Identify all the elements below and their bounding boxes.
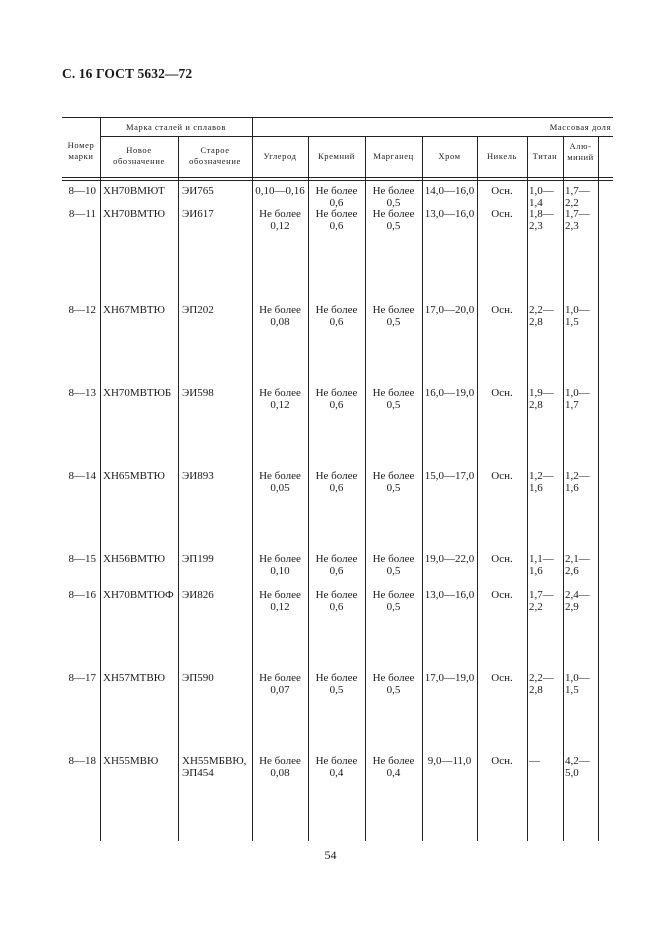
cell-carbon — [252, 672, 308, 696]
cell-number: 8—13 — [68, 387, 96, 399]
cell-carbon-line: 0,12 — [270, 220, 290, 232]
cell-aluminum-line: 5,0 — [565, 767, 579, 779]
cell-new-designation: ХН65МВТЮ — [103, 470, 165, 482]
cell-aluminum — [565, 208, 598, 232]
cell-aluminum — [565, 589, 598, 613]
cell-silicon-line: Не более — [315, 755, 358, 767]
cell-old-designation — [182, 553, 254, 565]
cell-silicon-line: 0,6 — [329, 482, 344, 494]
cell-carbon-line: Не более — [259, 208, 301, 220]
cell-titanium-line: 2,2— — [529, 672, 554, 684]
cell-titanium-line: 1,4 — [529, 197, 543, 209]
header-aluminum: Алю- миний — [567, 141, 594, 162]
cell-nickel: Осн. — [491, 304, 513, 316]
cell-titanium-line: 1,7— — [529, 589, 554, 601]
cell-manganese — [365, 553, 422, 577]
cell-carbon-line: Не более — [259, 304, 301, 316]
cell-silicon — [308, 672, 365, 696]
cell-nickel: Осн. — [491, 470, 513, 482]
col-divider-number — [100, 117, 101, 841]
cell-carbon-line: 0,10—0,16 — [255, 185, 305, 197]
cell-new-designation: ХН70ВМТЮ — [103, 208, 166, 220]
cell-titanium — [529, 208, 563, 232]
header-nickel: Никель — [486, 151, 518, 161]
cell-chromium: 13,0—16,0 — [424, 208, 475, 220]
cell-manganese-line: Не более — [372, 672, 415, 684]
cell-nickel: Осн. — [491, 553, 513, 565]
cell-carbon — [252, 470, 308, 494]
cell-chromium: 9,0—11,0 — [427, 755, 472, 767]
cell-aluminum-line: 1,6 — [565, 482, 579, 494]
cell-manganese-line: Не более — [372, 387, 415, 399]
col-divider-new — [178, 136, 179, 841]
cell-old-designation — [182, 304, 254, 316]
cell-number: 8—17 — [68, 672, 96, 684]
cell-manganese-line: Не более — [372, 185, 415, 197]
cell-nickel: Осн. — [491, 755, 513, 767]
cell-silicon — [308, 755, 365, 779]
cell-new-designation: ХН67МВТЮ — [103, 304, 165, 316]
cell-aluminum-line: 1,5 — [565, 316, 579, 328]
cell-new-designation: ХН70МВТЮБ — [103, 387, 172, 399]
cell-aluminum — [565, 755, 598, 779]
cell-silicon — [308, 387, 365, 411]
cell-silicon-line: Не более — [315, 470, 358, 482]
cell-silicon-line: Не более — [315, 589, 358, 601]
cell-titanium — [529, 672, 563, 696]
cell-titanium-line: 1,9— — [529, 387, 554, 399]
cell-old-designation-line: ЭП199 — [182, 553, 214, 565]
cell-silicon — [308, 304, 365, 328]
col-divider-manganese — [422, 136, 423, 841]
header-manganese: Марганец — [373, 151, 414, 161]
cell-silicon-line: Не более — [315, 387, 358, 399]
cell-old-designation-line: ЭИ826 — [182, 589, 214, 601]
cell-old-designation — [182, 387, 254, 399]
cell-manganese-line: 0,5 — [386, 197, 401, 209]
cell-old-designation — [182, 470, 254, 482]
cell-aluminum-line: 2,6 — [565, 565, 579, 577]
cell-aluminum — [565, 304, 598, 328]
cell-titanium-line: 1,8— — [529, 208, 554, 220]
cell-nickel: Осн. — [491, 589, 513, 601]
header-silicon: Кремний — [318, 151, 355, 161]
cell-new-designation: ХН56ВМТЮ — [103, 553, 166, 565]
cell-chromium: 17,0—20,0 — [424, 304, 475, 316]
cell-silicon-line: Не более — [315, 185, 358, 197]
col-divider-titanium — [563, 136, 564, 841]
cell-old-designation — [182, 672, 254, 684]
cell-old-designation — [182, 208, 254, 220]
cell-carbon-line: Не более — [259, 755, 301, 767]
cell-aluminum — [565, 387, 598, 411]
cell-silicon-line: 0,6 — [329, 316, 344, 328]
cell-aluminum-line: 1,5 — [565, 684, 579, 696]
cell-aluminum-line: 2,4— — [565, 589, 590, 601]
cell-carbon — [252, 185, 308, 197]
cell-titanium-line: 1,2— — [529, 470, 554, 482]
header-subrule — [100, 136, 613, 137]
cell-manganese-line: 0,5 — [386, 601, 401, 613]
cell-carbon-line: 0,12 — [270, 399, 290, 411]
cell-carbon-line: 0,12 — [270, 601, 290, 613]
cell-number: 8—11 — [68, 208, 96, 220]
cell-silicon-line: 0,6 — [329, 601, 344, 613]
header-chromium: Хром — [438, 151, 461, 161]
cell-aluminum-line: 2,9 — [565, 601, 579, 613]
cell-nickel: Осн. — [491, 208, 513, 220]
cell-old-designation-line: ЭИ893 — [182, 470, 214, 482]
cell-aluminum-line: 1,7— — [565, 208, 590, 220]
cell-titanium-line: 2,3 — [529, 220, 543, 232]
cell-number: 8—16 — [68, 589, 96, 601]
page-number: 54 — [324, 848, 337, 862]
cell-carbon — [252, 387, 308, 411]
cell-titanium — [529, 553, 563, 577]
cell-old-designation — [182, 589, 254, 601]
cell-titanium — [529, 387, 563, 411]
cell-manganese — [365, 387, 422, 411]
cell-aluminum-line: 1,0— — [565, 672, 590, 684]
cell-number: 8—14 — [68, 470, 96, 482]
cell-silicon-line: 0,4 — [329, 767, 344, 779]
cell-silicon — [308, 470, 365, 494]
cell-aluminum-line: 2,2 — [565, 197, 579, 209]
cell-manganese — [365, 304, 422, 328]
cell-carbon — [252, 304, 308, 328]
cell-manganese — [365, 589, 422, 613]
cell-carbon-line: Не более — [259, 589, 301, 601]
header-bottom-rule-double — [62, 180, 613, 181]
cell-manganese-line: Не более — [372, 304, 415, 316]
cell-manganese-line: 0,5 — [386, 316, 401, 328]
cell-aluminum — [565, 553, 598, 577]
cell-aluminum — [565, 470, 598, 494]
header-carbon: Углерод — [263, 151, 297, 161]
cell-manganese — [365, 185, 422, 209]
cell-old-designation-line: ЭП454 — [182, 767, 214, 779]
cell-manganese-line: 0,5 — [386, 220, 401, 232]
cell-carbon-line: 0,10 — [270, 565, 290, 577]
cell-old-designation-line: ЭП590 — [182, 672, 214, 684]
cell-nickel: Осн. — [491, 672, 513, 684]
cell-silicon-line: 0,6 — [329, 399, 344, 411]
cell-titanium-line: 2,8 — [529, 316, 543, 328]
header-new-designation: Новое обозначение — [113, 145, 165, 166]
cell-titanium-line: 1,6 — [529, 565, 543, 577]
cell-titanium — [529, 470, 563, 494]
cell-carbon-line: 0,07 — [270, 684, 290, 696]
cell-silicon-line: Не более — [315, 304, 358, 316]
cell-manganese-line: Не более — [372, 470, 415, 482]
cell-manganese-line: 0,5 — [386, 684, 401, 696]
cell-chromium: 19,0—22,0 — [424, 553, 475, 565]
cell-manganese-line: Не более — [372, 208, 415, 220]
cell-aluminum-line: 2,1— — [565, 553, 590, 565]
cell-manganese-line: 0,4 — [386, 767, 401, 779]
cell-manganese-line: 0,5 — [386, 482, 401, 494]
header-old-designation: Старое обозначение — [189, 145, 241, 166]
cell-silicon-line: Не более — [315, 553, 358, 565]
cell-aluminum-line: 1,7— — [565, 185, 590, 197]
cell-titanium-line: 1,0— — [529, 185, 554, 197]
cell-aluminum-line: 1,2— — [565, 470, 590, 482]
cell-silicon — [308, 185, 365, 209]
cell-titanium-line: — — [529, 755, 540, 767]
cell-old-designation — [182, 185, 254, 197]
cell-silicon-line: Не более — [315, 208, 358, 220]
cell-manganese — [365, 208, 422, 232]
cell-manganese — [365, 755, 422, 779]
cell-titanium — [529, 589, 563, 613]
cell-carbon-line: Не более — [259, 672, 301, 684]
header-titanium: Титан — [532, 151, 558, 161]
header-bottom-rule — [62, 177, 613, 178]
cell-aluminum-line: 2,3 — [565, 220, 579, 232]
page-header: С. 16 ГОСТ 5632—72 — [62, 66, 193, 81]
cell-carbon — [252, 208, 308, 232]
cell-silicon — [308, 553, 365, 577]
header-mass-fraction: Массовая доля — [549, 122, 611, 132]
cell-titanium-line: 2,8 — [529, 684, 543, 696]
cell-number: 8—10 — [68, 185, 96, 197]
cell-titanium — [529, 304, 563, 328]
col-divider-nickel — [527, 136, 528, 841]
cell-aluminum-line: 4,2— — [565, 755, 590, 767]
cell-aluminum — [565, 672, 598, 696]
cell-old-designation-line: ЭП202 — [182, 304, 214, 316]
cell-aluminum-line: 1,7 — [565, 399, 579, 411]
cell-carbon-line: Не более — [259, 470, 301, 482]
cell-aluminum-line: 1,0— — [565, 304, 590, 316]
header-grade-group: Марка сталей и сплавов — [125, 122, 227, 132]
cell-carbon-line: 0,08 — [270, 316, 290, 328]
cell-manganese-line: 0,5 — [386, 399, 401, 411]
cell-number: 8—15 — [68, 553, 96, 565]
cell-carbon-line: 0,08 — [270, 767, 290, 779]
cell-silicon-line: 0,5 — [329, 684, 344, 696]
cell-number: 8—12 — [68, 304, 96, 316]
cell-titanium — [529, 185, 563, 209]
cell-number: 8—18 — [68, 755, 96, 767]
header-number: Номер марки — [67, 140, 95, 161]
cell-silicon-line: 0,6 — [329, 565, 344, 577]
cell-manganese-line: 0,5 — [386, 565, 401, 577]
cell-chromium: 13,0—16,0 — [424, 589, 475, 601]
cell-carbon-line: 0,05 — [270, 482, 290, 494]
cell-old-designation-line: ЭИ598 — [182, 387, 214, 399]
cell-new-designation: ХН55МВЮ — [103, 755, 159, 767]
cell-old-designation-line: ЭИ765 — [182, 185, 214, 197]
cell-nickel: Осн. — [491, 387, 513, 399]
cell-manganese — [365, 470, 422, 494]
cell-old-designation-line: ХН55МБВЮ, — [182, 755, 247, 767]
cell-aluminum — [565, 185, 598, 209]
cell-carbon-line: Не более — [259, 553, 301, 565]
cell-silicon-line: Не более — [315, 672, 358, 684]
cell-silicon — [308, 589, 365, 613]
cell-titanium-line: 2,2 — [529, 601, 543, 613]
cell-carbon — [252, 553, 308, 577]
cell-carbon — [252, 755, 308, 779]
cell-silicon-line: 0,6 — [329, 197, 344, 209]
cell-manganese-line: Не более — [372, 589, 415, 601]
cell-chromium: 17,0—19,0 — [424, 672, 475, 684]
cell-manganese-line: Не более — [372, 553, 415, 565]
cell-titanium-line: 2,8 — [529, 399, 543, 411]
cell-chromium: 14,0—16,0 — [424, 185, 475, 197]
cell-carbon — [252, 589, 308, 613]
cell-new-designation: ХН57МТВЮ — [103, 672, 166, 684]
cell-nickel: Осн. — [491, 185, 513, 197]
cell-silicon — [308, 208, 365, 232]
table-top-rule — [62, 117, 613, 118]
cell-aluminum-line: 1,0— — [565, 387, 590, 399]
cell-titanium — [529, 755, 563, 767]
cell-manganese — [365, 672, 422, 696]
col-divider-chromium — [477, 136, 478, 841]
col-divider-aluminum — [598, 136, 599, 841]
cell-silicon-line: 0,6 — [329, 220, 344, 232]
cell-chromium: 15,0—17,0 — [424, 470, 475, 482]
cell-titanium-line: 2,2— — [529, 304, 554, 316]
cell-manganese-line: Не более — [372, 755, 415, 767]
cell-titanium-line: 1,1— — [529, 553, 554, 565]
cell-chromium: 16,0—19,0 — [424, 387, 475, 399]
cell-titanium-line: 1,6 — [529, 482, 543, 494]
cell-old-designation-line: ЭИ617 — [182, 208, 214, 220]
cell-new-designation: ХН70ВМТЮФ — [103, 589, 174, 601]
cell-new-designation: ХН70ВМЮТ — [103, 185, 165, 197]
cell-carbon-line: Не более — [259, 387, 301, 399]
cell-old-designation — [182, 755, 254, 779]
